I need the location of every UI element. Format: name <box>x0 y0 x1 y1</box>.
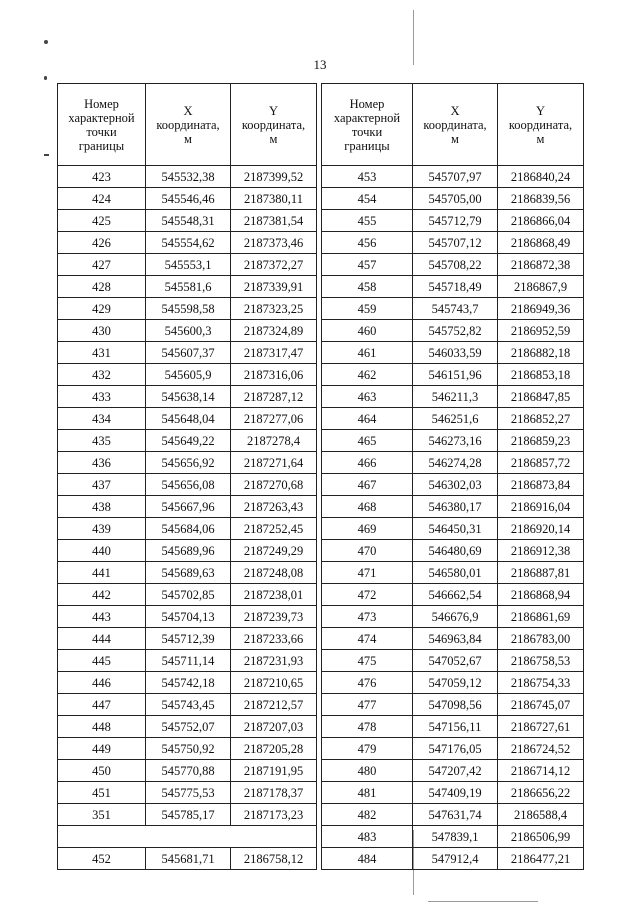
x-coordinate-cell: 547839,1 <box>413 826 498 848</box>
x-coordinate-cell: 546662,54 <box>413 584 498 606</box>
point-number-cell: 484 <box>322 848 413 870</box>
x-coordinate-cell: 545785,17 <box>146 804 231 826</box>
y-coordinate-cell: 2186656,22 <box>498 782 584 804</box>
x-coordinate-cell: 545656,92 <box>146 452 231 474</box>
x-coordinate-cell: 547912,4 <box>413 848 498 870</box>
table-row <box>322 782 584 804</box>
table-row <box>58 518 317 540</box>
table-row <box>322 298 584 320</box>
point-number-cell: 425 <box>58 210 146 232</box>
point-number-cell: 483 <box>322 826 413 848</box>
table-row <box>58 738 317 760</box>
table-row <box>322 716 584 738</box>
x-coordinate-cell: 546676,9 <box>413 606 498 628</box>
x-coordinate-cell: 545702,85 <box>146 584 231 606</box>
point-number-cell: 431 <box>58 342 146 364</box>
point-number-cell: 454 <box>322 188 413 210</box>
y-coordinate-cell: 2186847,85 <box>498 386 584 408</box>
y-coordinate-cell: 2187207,03 <box>231 716 317 738</box>
table-row <box>58 386 317 408</box>
point-number-cell: 457 <box>322 254 413 276</box>
table-row <box>322 540 584 562</box>
scan-dash <box>44 154 49 156</box>
x-coordinate-cell: 547631,74 <box>413 804 498 826</box>
table-row <box>322 584 584 606</box>
x-coordinate-cell: 545689,96 <box>146 540 231 562</box>
table-row <box>322 826 584 848</box>
point-number-cell: 466 <box>322 452 413 474</box>
header-x-coordinate: X координата, м <box>146 84 231 166</box>
y-coordinate-cell: 2186758,12 <box>231 848 317 870</box>
point-number-cell: 469 <box>322 518 413 540</box>
x-coordinate-cell: 546251,6 <box>413 408 498 430</box>
point-number-cell: 474 <box>322 628 413 650</box>
x-coordinate-cell: 546580,01 <box>413 562 498 584</box>
y-coordinate-cell: 2186916,04 <box>498 496 584 518</box>
point-number-cell: 479 <box>322 738 413 760</box>
x-coordinate-cell: 545705,00 <box>413 188 498 210</box>
y-coordinate-cell: 2187381,54 <box>231 210 317 232</box>
table-row <box>58 848 317 870</box>
y-coordinate-cell: 2186852,27 <box>498 408 584 430</box>
point-number-cell: 471 <box>322 562 413 584</box>
y-coordinate-cell: 2187239,73 <box>231 606 317 628</box>
y-coordinate-cell: 2186920,14 <box>498 518 584 540</box>
table-row <box>322 232 584 254</box>
x-coordinate-cell: 545707,97 <box>413 166 498 188</box>
y-coordinate-cell: 2186477,21 <box>498 848 584 870</box>
y-coordinate-cell: 2186857,72 <box>498 452 584 474</box>
y-coordinate-cell: 2186758,53 <box>498 650 584 672</box>
y-coordinate-cell: 2187380,11 <box>231 188 317 210</box>
y-coordinate-cell: 2186861,69 <box>498 606 584 628</box>
x-coordinate-cell: 545605,9 <box>146 364 231 386</box>
point-number-cell: 440 <box>58 540 146 562</box>
x-coordinate-cell: 545532,38 <box>146 166 231 188</box>
y-coordinate-cell: 2187278,4 <box>231 430 317 452</box>
table-row <box>322 760 584 782</box>
x-coordinate-cell: 545656,08 <box>146 474 231 496</box>
table-row <box>322 518 584 540</box>
table-row <box>322 408 584 430</box>
point-number-cell: 461 <box>322 342 413 364</box>
y-coordinate-cell: 2186882,18 <box>498 342 584 364</box>
x-coordinate-cell: 545667,96 <box>146 496 231 518</box>
x-coordinate-cell: 546450,31 <box>413 518 498 540</box>
y-coordinate-cell: 2186868,49 <box>498 232 584 254</box>
y-coordinate-cell: 2187372,27 <box>231 254 317 276</box>
x-coordinate-cell: 545708,22 <box>413 254 498 276</box>
point-number-cell: 482 <box>322 804 413 826</box>
y-coordinate-cell: 2186867,9 <box>498 276 584 298</box>
y-coordinate-cell: 2186868,94 <box>498 584 584 606</box>
y-coordinate-cell: 2187252,45 <box>231 518 317 540</box>
point-number-cell: 456 <box>322 232 413 254</box>
y-coordinate-cell: 2187323,25 <box>231 298 317 320</box>
point-number-cell: 478 <box>322 716 413 738</box>
y-coordinate-cell: 2187373,46 <box>231 232 317 254</box>
x-coordinate-cell: 547059,12 <box>413 672 498 694</box>
scan-line <box>428 901 538 902</box>
table-row <box>58 672 317 694</box>
table-row <box>58 562 317 584</box>
x-coordinate-cell: 545554,62 <box>146 232 231 254</box>
y-coordinate-cell: 2187339,91 <box>231 276 317 298</box>
table-row <box>58 320 317 342</box>
y-coordinate-cell: 2187238,01 <box>231 584 317 606</box>
y-coordinate-cell: 2187173,23 <box>231 804 317 826</box>
x-coordinate-cell: 546480,69 <box>413 540 498 562</box>
table-row <box>58 210 317 232</box>
x-coordinate-cell: 545600,3 <box>146 320 231 342</box>
table-row <box>58 694 317 716</box>
table-row <box>58 826 317 848</box>
x-coordinate-cell: 545743,7 <box>413 298 498 320</box>
y-coordinate-cell: 2187263,43 <box>231 496 317 518</box>
table-row <box>58 782 317 804</box>
x-coordinate-cell: 546274,28 <box>413 452 498 474</box>
y-coordinate-cell: 2186952,59 <box>498 320 584 342</box>
point-number-cell: 429 <box>58 298 146 320</box>
y-coordinate-cell: 2187178,37 <box>231 782 317 804</box>
x-coordinate-cell: 545770,88 <box>146 760 231 782</box>
table-row <box>58 166 317 188</box>
point-number-cell: 430 <box>58 320 146 342</box>
point-number-cell: 445 <box>58 650 146 672</box>
point-number-cell: 481 <box>322 782 413 804</box>
x-coordinate-cell: 546033,59 <box>413 342 498 364</box>
point-number-cell: 455 <box>322 210 413 232</box>
x-coordinate-cell: 545707,12 <box>413 232 498 254</box>
table-row <box>322 342 584 364</box>
y-coordinate-cell: 2187231,93 <box>231 650 317 672</box>
y-coordinate-cell: 2186724,52 <box>498 738 584 760</box>
table-row <box>58 628 317 650</box>
y-coordinate-cell: 2187271,64 <box>231 452 317 474</box>
point-number-cell: 460 <box>322 320 413 342</box>
x-coordinate-cell: 545711,14 <box>146 650 231 672</box>
x-coordinate-cell: 545598,58 <box>146 298 231 320</box>
y-coordinate-cell: 2186588,4 <box>498 804 584 826</box>
x-coordinate-cell: 545775,53 <box>146 782 231 804</box>
x-coordinate-cell: 547409,19 <box>413 782 498 804</box>
point-number-cell: 424 <box>58 188 146 210</box>
x-coordinate-cell: 545752,82 <box>413 320 498 342</box>
y-coordinate-cell: 2187205,28 <box>231 738 317 760</box>
x-coordinate-cell: 545649,22 <box>146 430 231 452</box>
x-coordinate-cell: 545638,14 <box>146 386 231 408</box>
y-coordinate-cell: 2186949,36 <box>498 298 584 320</box>
y-coordinate-cell: 2186714,12 <box>498 760 584 782</box>
table-header-row <box>322 84 584 166</box>
y-coordinate-cell: 2186912,38 <box>498 540 584 562</box>
coordinates-table-left <box>57 83 317 870</box>
table-header-row <box>58 84 317 166</box>
x-coordinate-cell: 546380,17 <box>413 496 498 518</box>
table-row <box>58 188 317 210</box>
x-coordinate-cell: 545607,37 <box>146 342 231 364</box>
point-number-cell: 462 <box>322 364 413 386</box>
point-number-cell: 477 <box>322 694 413 716</box>
table-row <box>58 540 317 562</box>
y-coordinate-cell: 2186783,00 <box>498 628 584 650</box>
y-coordinate-cell: 2186866,04 <box>498 210 584 232</box>
y-coordinate-cell: 2187277,06 <box>231 408 317 430</box>
point-number-cell: 436 <box>58 452 146 474</box>
point-number-cell: 433 <box>58 386 146 408</box>
y-coordinate-cell: 2186839,56 <box>498 188 584 210</box>
point-number-cell: 448 <box>58 716 146 738</box>
point-number-cell: 453 <box>322 166 413 188</box>
x-coordinate-cell: 546963,84 <box>413 628 498 650</box>
table-row <box>58 232 317 254</box>
table-row <box>58 430 317 452</box>
point-number-cell: 442 <box>58 584 146 606</box>
header-point-number: Номер характерной точки границы <box>322 84 413 166</box>
point-number-cell: 451 <box>58 782 146 804</box>
x-coordinate-cell: 547156,11 <box>413 716 498 738</box>
point-number-cell: 439 <box>58 518 146 540</box>
y-coordinate-cell: 2186873,84 <box>498 474 584 496</box>
point-number-cell: 434 <box>58 408 146 430</box>
table-row <box>322 474 584 496</box>
point-number-cell: 464 <box>322 408 413 430</box>
table-row <box>322 672 584 694</box>
point-number-cell: 437 <box>58 474 146 496</box>
table-row <box>58 650 317 672</box>
point-number-cell: 452 <box>58 848 146 870</box>
point-number-cell: 426 <box>58 232 146 254</box>
table-row <box>322 430 584 452</box>
point-number-cell: 470 <box>322 540 413 562</box>
table-row <box>322 320 584 342</box>
header-point-number: Номер характерной точки границы <box>58 84 146 166</box>
table-row <box>58 474 317 496</box>
table-row <box>58 584 317 606</box>
y-coordinate-cell: 2187317,47 <box>231 342 317 364</box>
table-row <box>322 694 584 716</box>
y-coordinate-cell: 2187324,89 <box>231 320 317 342</box>
point-number-cell: 465 <box>322 430 413 452</box>
point-number-cell: 473 <box>322 606 413 628</box>
point-number-cell: 444 <box>58 628 146 650</box>
point-number-cell: 459 <box>322 298 413 320</box>
y-coordinate-cell: 2186840,24 <box>498 166 584 188</box>
table-row <box>58 496 317 518</box>
point-number-cell: 432 <box>58 364 146 386</box>
x-coordinate-cell: 545548,31 <box>146 210 231 232</box>
header-x-coordinate: X координата, м <box>413 84 498 166</box>
point-number-cell: 480 <box>322 760 413 782</box>
x-coordinate-cell: 547052,67 <box>413 650 498 672</box>
x-coordinate-cell: 545681,71 <box>146 848 231 870</box>
point-number-cell: 467 <box>322 474 413 496</box>
x-coordinate-cell: 547098,56 <box>413 694 498 716</box>
header-y-coordinate: Y координата, м <box>231 84 317 166</box>
point-number-cell: 472 <box>322 584 413 606</box>
point-number-cell: 438 <box>58 496 146 518</box>
table-row <box>58 452 317 474</box>
y-coordinate-cell: 2186872,38 <box>498 254 584 276</box>
scan-dot <box>44 40 48 44</box>
table-row <box>58 342 317 364</box>
table-row <box>322 848 584 870</box>
point-number-cell: 428 <box>58 276 146 298</box>
y-coordinate-cell: 2187287,12 <box>231 386 317 408</box>
table-row <box>322 254 584 276</box>
table-row <box>322 606 584 628</box>
table-row <box>58 298 317 320</box>
y-coordinate-cell: 2186887,81 <box>498 562 584 584</box>
y-coordinate-cell: 2187212,57 <box>231 694 317 716</box>
y-coordinate-cell: 2186853,18 <box>498 364 584 386</box>
x-coordinate-cell: 545704,13 <box>146 606 231 628</box>
point-number-cell: 449 <box>58 738 146 760</box>
y-coordinate-cell: 2187248,08 <box>231 562 317 584</box>
x-coordinate-cell: 547176,05 <box>413 738 498 760</box>
table-row <box>322 738 584 760</box>
x-coordinate-cell: 545750,92 <box>146 738 231 760</box>
table-row <box>322 386 584 408</box>
y-coordinate-cell: 2187270,68 <box>231 474 317 496</box>
table-row <box>322 650 584 672</box>
point-number-cell: 475 <box>322 650 413 672</box>
point-number-cell: 443 <box>58 606 146 628</box>
y-coordinate-cell: 2187191,95 <box>231 760 317 782</box>
y-coordinate-cell: 2187316,06 <box>231 364 317 386</box>
x-coordinate-cell: 545742,18 <box>146 672 231 694</box>
table-row <box>322 628 584 650</box>
table-row <box>58 276 317 298</box>
point-number-cell: 441 <box>58 562 146 584</box>
x-coordinate-cell: 545553,1 <box>146 254 231 276</box>
page-number: 13 <box>313 57 327 72</box>
x-coordinate-cell: 547207,42 <box>413 760 498 782</box>
point-number-cell: 427 <box>58 254 146 276</box>
x-coordinate-cell: 545546,46 <box>146 188 231 210</box>
table-row <box>322 276 584 298</box>
table-row <box>322 562 584 584</box>
point-number-cell: 447 <box>58 694 146 716</box>
point-number-cell: 450 <box>58 760 146 782</box>
header-y-coordinate: Y координата, м <box>498 84 584 166</box>
x-coordinate-cell: 545684,06 <box>146 518 231 540</box>
y-coordinate-cell: 2186859,23 <box>498 430 584 452</box>
y-coordinate-cell: 2186745,07 <box>498 694 584 716</box>
y-coordinate-cell: 2187233,66 <box>231 628 317 650</box>
point-number-cell: 476 <box>322 672 413 694</box>
y-coordinate-cell: 2186506,99 <box>498 826 584 848</box>
table-cell-empty <box>58 826 317 848</box>
point-number-cell: 458 <box>322 276 413 298</box>
y-coordinate-cell: 2187399,52 <box>231 166 317 188</box>
point-number-cell: 351 <box>58 804 146 826</box>
table-row <box>58 804 317 826</box>
table-row <box>322 166 584 188</box>
table-row <box>58 606 317 628</box>
table-row <box>322 188 584 210</box>
table-row <box>58 408 317 430</box>
x-coordinate-cell: 546273,16 <box>413 430 498 452</box>
x-coordinate-cell: 545743,45 <box>146 694 231 716</box>
y-coordinate-cell: 2187210,65 <box>231 672 317 694</box>
point-number-cell: 468 <box>322 496 413 518</box>
point-number-cell: 423 <box>58 166 146 188</box>
y-coordinate-cell: 2187249,29 <box>231 540 317 562</box>
x-coordinate-cell: 545648,04 <box>146 408 231 430</box>
x-coordinate-cell: 545718,49 <box>413 276 498 298</box>
x-coordinate-cell: 545712,39 <box>146 628 231 650</box>
y-coordinate-cell: 2186727,61 <box>498 716 584 738</box>
point-number-cell: 446 <box>58 672 146 694</box>
x-coordinate-cell: 546151,96 <box>413 364 498 386</box>
x-coordinate-cell: 545581,6 <box>146 276 231 298</box>
y-coordinate-cell: 2186754,33 <box>498 672 584 694</box>
table-row <box>322 364 584 386</box>
x-coordinate-cell: 546211,3 <box>413 386 498 408</box>
scan-dot <box>44 76 47 80</box>
coordinates-table-right <box>321 83 584 870</box>
x-coordinate-cell: 545712,79 <box>413 210 498 232</box>
point-number-cell: 463 <box>322 386 413 408</box>
x-coordinate-cell: 546302,03 <box>413 474 498 496</box>
table-row <box>322 496 584 518</box>
point-number-cell: 435 <box>58 430 146 452</box>
table-row <box>58 760 317 782</box>
x-coordinate-cell: 545752,07 <box>146 716 231 738</box>
table-row <box>58 716 317 738</box>
table-row <box>58 364 317 386</box>
table-row <box>322 210 584 232</box>
table-row <box>322 804 584 826</box>
table-row <box>58 254 317 276</box>
x-coordinate-cell: 545689,63 <box>146 562 231 584</box>
table-row <box>322 452 584 474</box>
